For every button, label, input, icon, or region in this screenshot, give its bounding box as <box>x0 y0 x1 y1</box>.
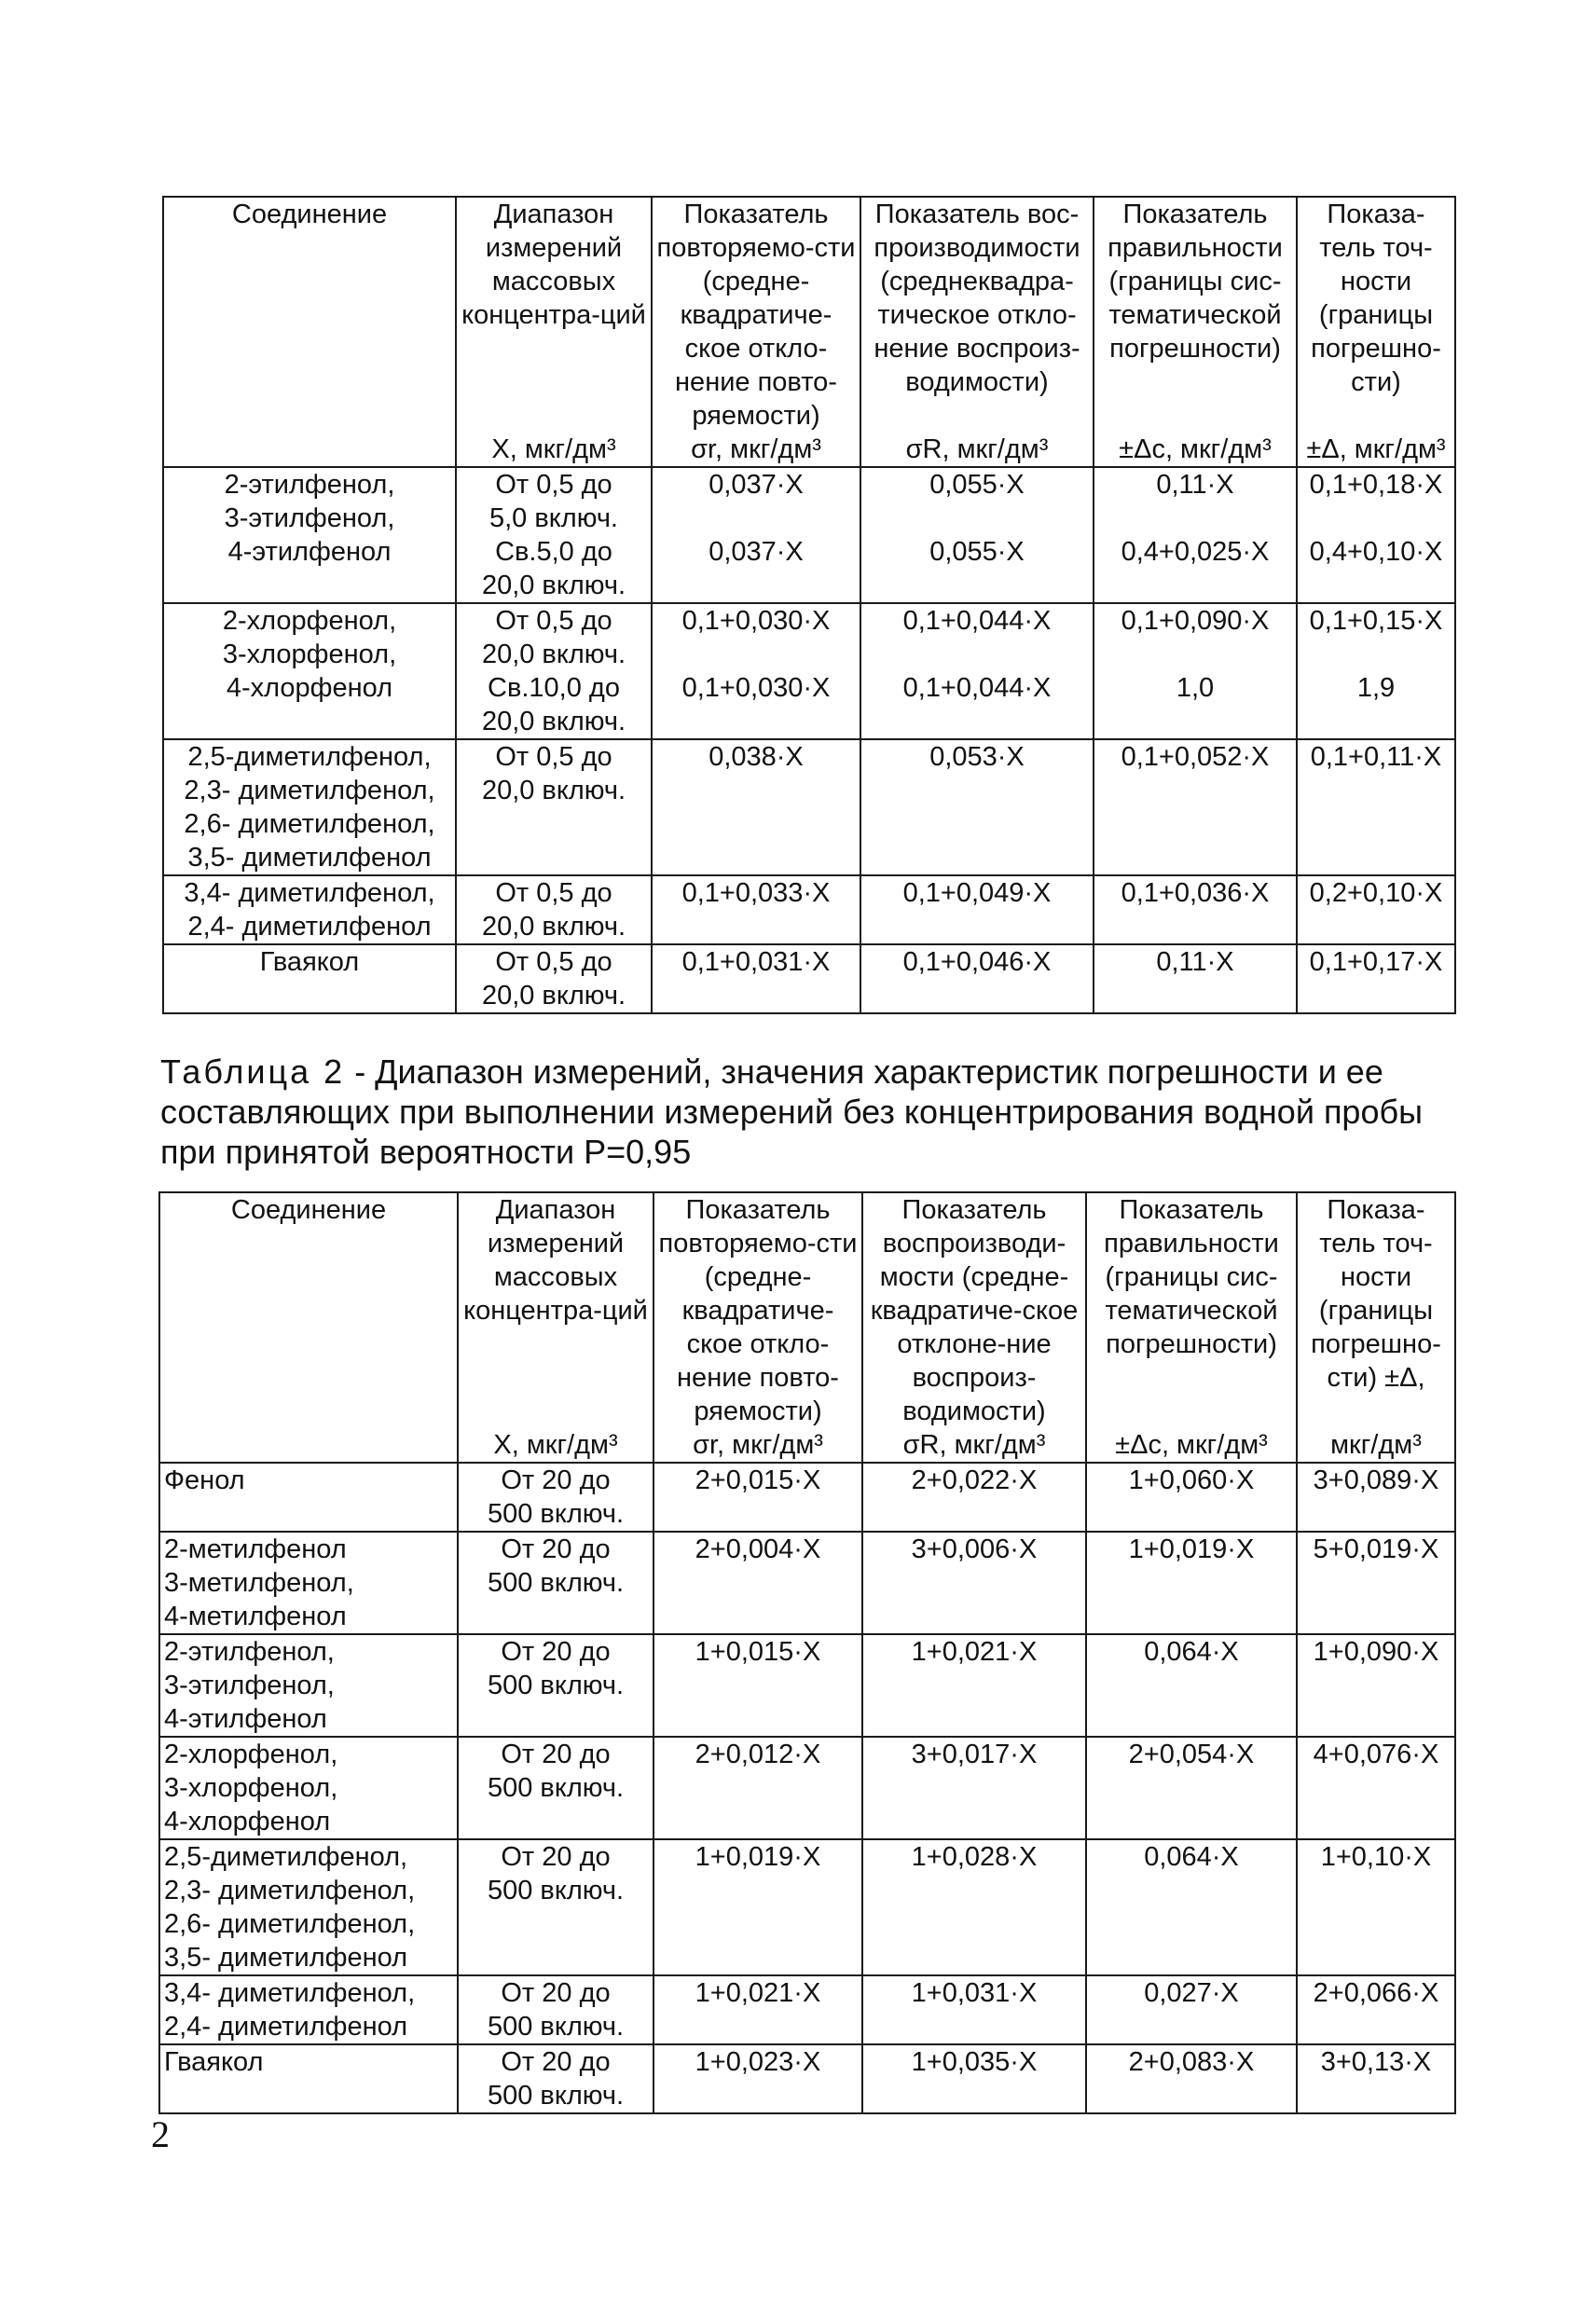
accuracy-cell <box>1297 467 1455 603</box>
accuracy-cell <box>1297 603 1455 739</box>
header-unit: мкг/дм³ <box>1330 1430 1422 1460</box>
compound-cell <box>163 944 456 1013</box>
cell-line: 0,053·X <box>929 742 1025 772</box>
cell-line: 0,1+0,030·X <box>681 606 831 636</box>
cell-line <box>1098 638 1292 671</box>
header-title: Соединение <box>230 1195 387 1225</box>
accuracy-cell <box>1297 875 1455 944</box>
cell-line <box>865 638 1089 671</box>
cell-line: 3,4- диметилфенол, <box>164 1978 416 2008</box>
cell-line: 2,4- диметилфенол <box>164 2012 408 2042</box>
range-cell <box>458 1839 654 1975</box>
table-1-header-row <box>163 197 1455 467</box>
cell-line: 3-хлорфенол, <box>164 1773 338 1803</box>
repeatability-cell: 2+0,012·X <box>654 1737 862 1839</box>
table-1 <box>162 196 1456 1014</box>
cell-line: 0,1+0,11·X <box>1310 742 1442 772</box>
trueness-cell <box>1094 603 1297 739</box>
header-title: Показа-тель точ-ности (границы погрешно-сти) ±Δ, <box>1311 1195 1441 1393</box>
range-cell <box>456 467 652 603</box>
trueness-cell <box>1094 944 1297 1013</box>
cell-line: 2,5-диметилфенол, <box>187 742 432 772</box>
cell-line: 0,055·X <box>929 537 1025 567</box>
header-title: Показатель воспроизводи-мости (средне-квадратиче-ское отклоне-ние воспроиз-водимости) <box>870 1195 1079 1426</box>
cell-line: От 0,5 до <box>495 470 612 500</box>
cell-line: 0,1+0,049·X <box>902 878 1052 908</box>
repeatability-cell <box>652 944 860 1013</box>
compound-cell <box>159 1463 458 1532</box>
cell-line: 0,11·X <box>1156 470 1234 500</box>
cell-line: 2,3- диметилфенол, <box>184 776 435 805</box>
cell-line: 0,1+0,044·X <box>902 673 1052 703</box>
cell-line: 0,11·X <box>1156 947 1234 977</box>
compound-cell <box>159 1737 458 1839</box>
cell-line: 0,1+0,090·X <box>1121 606 1270 636</box>
cell-line: 3,4- диметилфенол, <box>184 878 435 908</box>
trueness-cell <box>1094 467 1297 603</box>
cell-line: От 20 до <box>501 2047 611 2077</box>
cell-line: Св.10,0 до <box>488 673 620 703</box>
accuracy-cell <box>1297 944 1455 1013</box>
compound-cell <box>159 1975 458 2044</box>
reproducibility-cell <box>860 944 1094 1013</box>
range-cell <box>456 603 652 739</box>
table-row <box>159 2044 1455 2113</box>
accuracy-cell: 1+0,090·X <box>1297 1634 1455 1737</box>
cell-line: 3,5- диметилфенол <box>187 843 432 873</box>
header-cell <box>1086 1192 1297 1463</box>
cell-line: 0,1+0,036·X <box>1121 878 1270 908</box>
cell-line: От 0,5 до <box>495 878 612 908</box>
header-title: Показатель правильности (границы сис-тематической погрешности) <box>1108 199 1283 364</box>
cell-line: 0,1+0,030·X <box>681 673 831 703</box>
cell-line: 5,0 включ. <box>489 503 618 533</box>
compound-cell <box>163 875 456 944</box>
cell-line: 3-этилфенол, <box>164 1671 335 1700</box>
cell-line <box>1301 638 1451 671</box>
header-unit: σR, мкг/дм³ <box>905 434 1049 464</box>
header-cell <box>159 1192 458 1463</box>
accuracy-cell <box>1297 739 1455 875</box>
cell-line: 2,4- диметилфенол <box>187 912 432 942</box>
header-title: Показатель повторяемо-сти (средне-квадратиче-ское откло-нение повто-ряемости) <box>656 199 856 431</box>
repeatability-cell: 1+0,023·X <box>654 2044 862 2113</box>
range-cell <box>458 1532 654 1634</box>
cell-line <box>656 502 856 535</box>
range-cell <box>456 944 652 1013</box>
cell-line: 1,9 <box>1356 673 1396 703</box>
cell-line: 2-хлорфенол, <box>164 1740 338 1769</box>
cell-line: От 20 до <box>501 1534 611 1564</box>
cell-line: 20,0 включ. <box>481 912 626 942</box>
reproducibility-cell <box>860 467 1094 603</box>
header-unit: ±Δс, мкг/дм³ <box>1119 434 1272 464</box>
cell-line: 20,0 включ. <box>481 640 626 669</box>
repeatability-cell: 1+0,021·X <box>654 1975 862 2044</box>
header-cell <box>860 197 1094 467</box>
header-title: Показа-тель точ-ности (границы погрешно-сти) <box>1311 199 1441 397</box>
header-unit: σR, мкг/дм³ <box>902 1430 1046 1460</box>
header-unit: σr, мкг/дм³ <box>693 1430 823 1460</box>
header-cell <box>654 1192 862 1463</box>
cell-line: 0,1+0,046·X <box>902 947 1052 977</box>
range-cell <box>456 875 652 944</box>
compound-cell <box>163 467 456 603</box>
cell-line: 2,6- диметилфенол, <box>164 1909 416 1939</box>
range-cell <box>458 1737 654 1839</box>
compound-cell <box>163 603 456 739</box>
cell-line: 0,037·X <box>709 537 804 567</box>
range-cell <box>456 739 652 875</box>
table-row <box>163 603 1455 739</box>
trueness-cell: 0,027·X <box>1086 1975 1297 2044</box>
repeatability-cell <box>652 875 860 944</box>
trueness-cell: 0,064·X <box>1086 1634 1297 1737</box>
repeatability-cell <box>652 603 860 739</box>
cell-line: 4-этилфенол <box>164 1704 327 1734</box>
cell-line <box>865 502 1089 535</box>
cell-line: 4-этилфенол <box>227 537 392 567</box>
cell-line: 2,5-диметилфенол, <box>164 1842 408 1872</box>
reproducibility-cell <box>860 603 1094 739</box>
cell-line: 20,0 включ. <box>481 981 626 1011</box>
cell-line: 0,1+0,033·X <box>681 878 831 908</box>
repeatability-cell: 1+0,015·X <box>654 1634 862 1737</box>
cell-line: От 20 до <box>501 1465 611 1495</box>
cell-line: 3-метилфенол, <box>164 1568 354 1598</box>
header-title: Показатель повторяемо-сти (средне-квадратиче-ское откло-нение повто-ряемости) <box>658 1195 858 1426</box>
cell-line: 20,0 включ. <box>481 776 626 805</box>
header-cell <box>458 1192 654 1463</box>
header-title: Диапазон измерений массовых концентра-ций <box>461 199 646 330</box>
reproducibility-cell: 2+0,022·X <box>862 1463 1086 1532</box>
cell-line: 0,1+0,031·X <box>681 947 831 977</box>
compound-cell <box>163 739 456 875</box>
accuracy-cell: 1+0,10·X <box>1297 1839 1455 1975</box>
header-title: Диапазон измерений массовых концентра-ций <box>463 1195 648 1326</box>
table-row <box>163 467 1455 603</box>
header-cell <box>1297 1192 1455 1463</box>
header-unit: σr, мкг/дм³ <box>691 434 821 464</box>
range-cell <box>458 2044 654 2113</box>
repeatability-cell <box>652 467 860 603</box>
cell-line: От 20 до <box>501 1842 611 1872</box>
accuracy-cell: 3+0,089·X <box>1297 1463 1455 1532</box>
reproducibility-cell: 1+0,028·X <box>862 1839 1086 1975</box>
cell-line: 2-метилфенол <box>164 1534 347 1564</box>
cell-line: 500 включ. <box>487 1876 625 1905</box>
header-cell <box>1297 197 1455 467</box>
cell-line: 500 включ. <box>487 2081 625 2111</box>
cell-line: 0,1+0,044·X <box>902 606 1052 636</box>
reproducibility-cell: 1+0,021·X <box>862 1634 1086 1737</box>
trueness-cell: 0,064·X <box>1086 1839 1297 1975</box>
header-unit: ±Δ, мкг/дм³ <box>1306 434 1446 464</box>
table-row <box>159 1463 1455 1532</box>
cell-line: От 0,5 до <box>495 742 612 772</box>
trueness-cell: 2+0,083·X <box>1086 2044 1297 2113</box>
cell-line: 2,6- диметилфенол, <box>184 809 435 839</box>
reproducibility-cell: 3+0,006·X <box>862 1532 1086 1634</box>
table-row <box>159 1532 1455 1634</box>
reproducibility-cell: 1+0,035·X <box>862 2044 1086 2113</box>
trueness-cell: 2+0,054·X <box>1086 1737 1297 1839</box>
header-title: Показатель вос-производимости (среднеквадра-тическое откло-нение воспроиз-водимости) <box>874 199 1080 397</box>
cell-line: 3-хлорфенол, <box>222 640 397 669</box>
trueness-cell: 1+0,019·X <box>1086 1532 1297 1634</box>
cell-line: 2-этилфенол, <box>224 470 395 500</box>
header-cell <box>163 197 456 467</box>
header-cell <box>862 1192 1086 1463</box>
cell-line <box>656 638 856 671</box>
header-unit: X, мкг/дм³ <box>493 1430 618 1460</box>
cell-line: 1,0 <box>1176 673 1215 703</box>
table-row <box>163 944 1455 1013</box>
range-cell <box>458 1975 654 2044</box>
cell-line: 3-этилфенол, <box>224 503 395 533</box>
cell-line: 4-метилфенол <box>164 1602 347 1631</box>
cell-line: 4-хлорфенол <box>226 673 393 703</box>
cell-line: 2,3- диметилфенол, <box>164 1876 416 1905</box>
cell-line: Гваякол <box>259 947 360 977</box>
header-title: Показатель правильности (границы сис-тематической погрешности) <box>1104 1195 1279 1359</box>
header-cell <box>1094 197 1297 467</box>
cell-line: 3,5- диметилфенол <box>164 1943 408 1973</box>
cell-line: 0,4+0,10·X <box>1309 537 1443 567</box>
cell-line: От 20 до <box>501 1740 611 1769</box>
cell-line: 0,4+0,025·X <box>1121 537 1270 567</box>
cell-line: 2-хлорфенол, <box>222 606 397 636</box>
cell-line <box>1098 502 1292 535</box>
repeatability-cell <box>652 739 860 875</box>
range-cell <box>458 1634 654 1737</box>
header-unit: ±Δс, мкг/дм³ <box>1115 1430 1268 1460</box>
caption-text: - Диапазон измерений, значения характеристик погрешности и ее составляющих при выполнении измерений без концентрирования водной пробы при принятой вероятности Р=0,95 <box>160 1052 1423 1171</box>
cell-line: 0,1+0,18·X <box>1309 470 1443 500</box>
table-2-header-row <box>159 1192 1455 1463</box>
caption-label: Таблица 2 <box>160 1052 346 1091</box>
cell-line: 500 включ. <box>487 2012 625 2042</box>
cell-line: 0,1+0,052·X <box>1121 742 1270 772</box>
cell-line: 500 включ. <box>487 1773 625 1803</box>
cell-line: 2-этилфенол, <box>164 1637 335 1667</box>
cell-line: 0,055·X <box>929 470 1025 500</box>
compound-cell <box>159 2044 458 2113</box>
cell-line: 0,038·X <box>709 742 804 772</box>
reproducibility-cell: 1+0,031·X <box>862 1975 1086 2044</box>
repeatability-cell: 1+0,019·X <box>654 1839 862 1975</box>
cell-line: 0,1+0,17·X <box>1309 947 1443 977</box>
table-row <box>159 1975 1455 2044</box>
cell-line: От 20 до <box>501 1637 611 1667</box>
compound-cell <box>159 1532 458 1634</box>
trueness-cell <box>1094 739 1297 875</box>
range-cell <box>458 1463 654 1532</box>
reproducibility-cell <box>860 739 1094 875</box>
cell-line: 500 включ. <box>487 1671 625 1700</box>
cell-line: 0,1+0,15·X <box>1309 606 1443 636</box>
trueness-cell <box>1094 875 1297 944</box>
repeatability-cell: 2+0,004·X <box>654 1532 862 1634</box>
table-2 <box>158 1191 1456 2114</box>
accuracy-cell: 2+0,066·X <box>1297 1975 1455 2044</box>
cell-line: 0,037·X <box>709 470 804 500</box>
cell-line: 500 включ. <box>487 1499 625 1529</box>
reproducibility-cell: 3+0,017·X <box>862 1737 1086 1839</box>
page-number: 2 <box>151 2113 170 2155</box>
cell-line: От 0,5 до <box>495 947 612 977</box>
cell-line: 500 включ. <box>487 1568 625 1598</box>
header-title: Соединение <box>231 199 388 229</box>
repeatability-cell: 2+0,015·X <box>654 1463 862 1532</box>
table-row <box>159 1839 1455 1975</box>
table-row <box>163 739 1455 875</box>
accuracy-cell: 5+0,019·X <box>1297 1532 1455 1634</box>
header-cell <box>652 197 860 467</box>
cell-line <box>1301 502 1451 535</box>
accuracy-cell: 4+0,076·X <box>1297 1737 1455 1839</box>
cell-line: 20,0 включ. <box>481 707 626 736</box>
cell-line: Фенол <box>164 1465 245 1495</box>
table-row <box>159 1737 1455 1839</box>
cell-line: Св.5,0 до <box>495 537 612 567</box>
cell-line: 4-хлорфенол <box>164 1807 331 1836</box>
accuracy-cell: 3+0,13·X <box>1297 2044 1455 2113</box>
cell-line: От 0,5 до <box>495 606 612 636</box>
cell-line: 0,2+0,10·X <box>1309 878 1443 908</box>
header-cell <box>456 197 652 467</box>
table-row <box>163 875 1455 944</box>
cell-line: Гваякол <box>164 2047 264 2077</box>
compound-cell <box>159 1634 458 1737</box>
trueness-cell: 1+0,060·X <box>1086 1463 1297 1532</box>
table-2-caption <box>160 1052 1465 1172</box>
cell-line: 20,0 включ. <box>481 571 626 600</box>
header-unit: X, мкг/дм³ <box>491 434 616 464</box>
reproducibility-cell <box>860 875 1094 944</box>
compound-cell <box>159 1839 458 1975</box>
table-row <box>159 1634 1455 1737</box>
cell-line: От 20 до <box>501 1978 611 2008</box>
